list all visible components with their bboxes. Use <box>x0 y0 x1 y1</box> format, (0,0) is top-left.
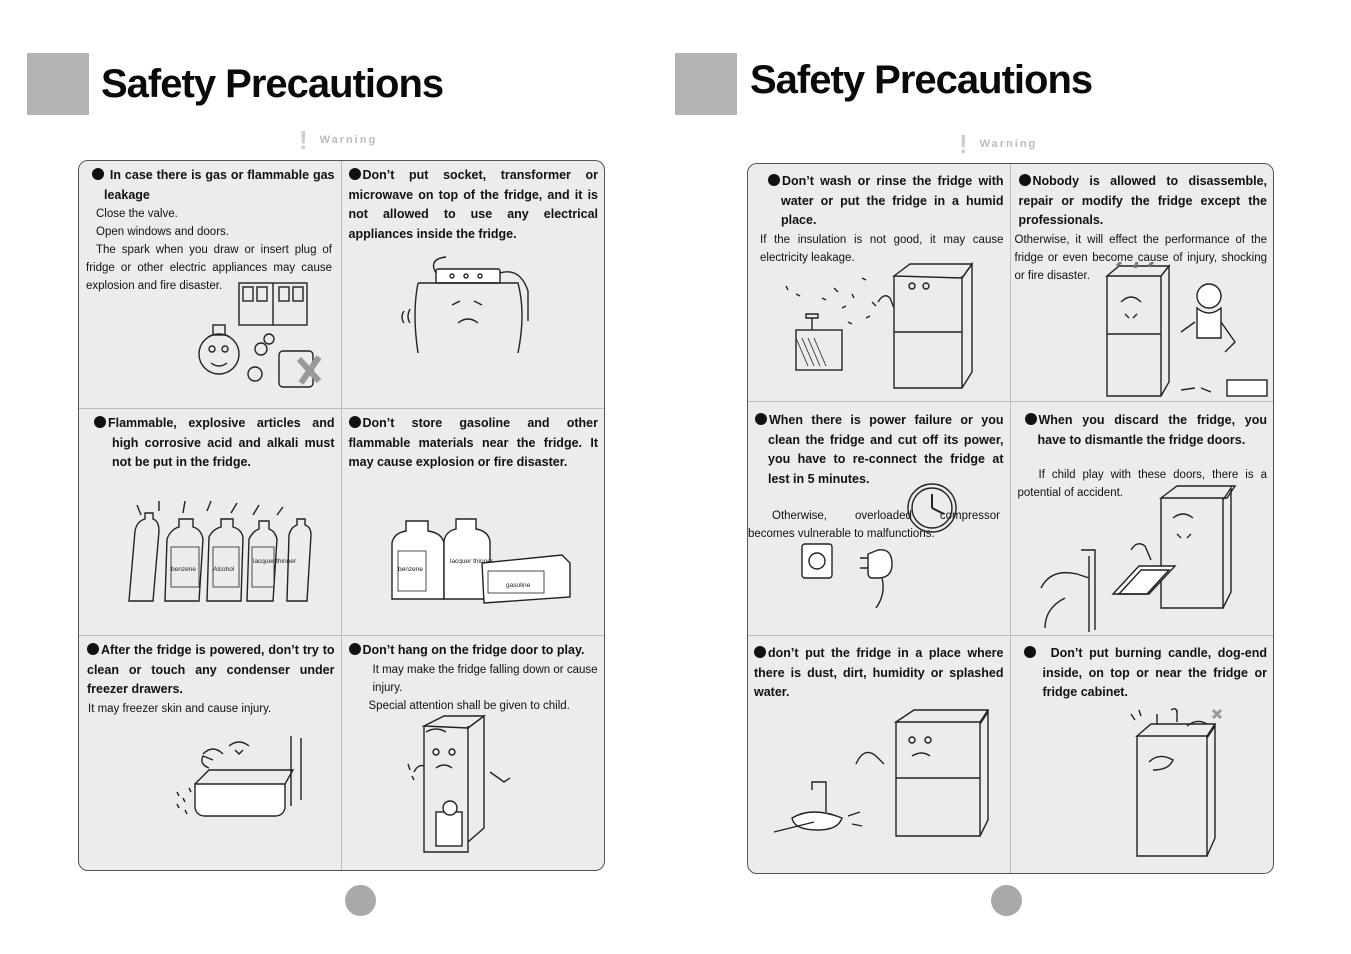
gas-leak-illustration <box>179 279 339 397</box>
precaution-disassemble <box>1011 164 1274 402</box>
freezer-drawer-illustration <box>173 732 313 832</box>
precaution-heading: In case there is gas or flammable gas leakage <box>104 168 335 202</box>
water-spray-fridge-illustration <box>782 258 978 394</box>
precautions-grid <box>78 160 605 871</box>
precaution-condenser <box>79 636 342 870</box>
page-number-dot <box>345 885 376 916</box>
child-hanging-door-illustration <box>406 712 516 860</box>
bottle-label: lacquer thinner <box>253 558 296 565</box>
bullet-icon <box>92 168 104 180</box>
dismantle-door-illustration <box>1021 478 1241 634</box>
precaution-heading: When you discard the fridge, you have to dismantle the fridge doors. <box>1037 413 1267 447</box>
gasoline-cans-illustration <box>390 511 580 607</box>
bullet-icon <box>94 416 106 428</box>
precaution-line: If child play with these doors, there is a potential of accident. <box>1017 469 1267 499</box>
disassemble-fridge-illustration <box>1101 262 1273 400</box>
precaution-hang-door <box>342 636 605 870</box>
precaution-gasoline-near <box>342 409 605 636</box>
precaution-flammable-articles <box>79 409 342 636</box>
precaution-line: Close the valve. <box>96 208 178 220</box>
page-number-dot <box>991 885 1022 916</box>
can-label: lacquer thinner <box>449 558 493 565</box>
bottle-label: Alcohol <box>213 566 235 573</box>
precaution-line: Otherwise, it will effect the performance of the fridge or even become cause of injury, shocking or fire disaster. <box>1014 233 1267 282</box>
precaution-heading: don’t put the fridge in a place where there is dust, dirt, humidity or splashed water. <box>754 646 1004 699</box>
precautions-grid <box>747 163 1274 874</box>
exclamation-icon: ! <box>959 129 968 159</box>
precaution-line: It may make the fridge falling down or cause injury. <box>372 663 598 694</box>
precaution-heading: Don’t put burning candle, dog-end inside, on top or near the fridge or fridge cabinet. <box>1042 646 1268 699</box>
right-page <box>675 0 1350 954</box>
precaution-heading: After the fridge is powered, don’t try to clean or touch any condenser under freezer drawers. <box>87 643 335 696</box>
precaution-heading: Don’t wash or rinse the fridge with water or put the fridge in a humid place. <box>781 174 1004 227</box>
precaution-heading: Don’t store gasoline and other flammable materials near the fridge. It may cause explosion or fire disaster. <box>348 416 598 469</box>
bullet-icon <box>349 416 361 428</box>
precaution-line: Otherwise, overloaded compressor becomes vulnerable to malfunctions. <box>748 510 1000 540</box>
warning-label: ! Warning <box>299 125 378 155</box>
candle-on-fridge-illustration <box>1127 706 1227 862</box>
precaution-line: The spark when you draw or insert plug of fridge or other electric appliances may cause explosion and fire disaster. <box>86 244 332 292</box>
precaution-line: It may freezer skin and cause injury. <box>88 702 272 715</box>
bullet-icon <box>349 643 361 655</box>
precaution-power-failure <box>748 402 1011 636</box>
bullet-icon <box>1019 174 1031 186</box>
precaution-heading: Don’t put socket, transformer or microwave on top of the fridge, and it is not allowed to use any electrical appliances inside the fridge. <box>348 168 598 241</box>
precaution-burning-candle <box>1011 636 1274 873</box>
precaution-line: Special attention shall be given to child. <box>368 699 570 712</box>
exclamation-icon: ! <box>299 125 308 155</box>
precaution-discard <box>1011 402 1274 636</box>
page-title: Safety Precautions <box>101 62 444 106</box>
bullet-icon <box>349 168 361 180</box>
precaution-heading: Nobody is allowed to disassemble, repair or modify the fridge except the professionals. <box>1018 174 1267 227</box>
precaution-line: Open windows and doors. <box>96 226 229 238</box>
bullet-icon <box>768 174 780 186</box>
bullet-icon <box>754 646 766 658</box>
precaution-heading: When there is power failure or you clean the fridge and cut off its power, you have to re-connect the fridge at lest in 5 minutes. <box>768 413 1004 486</box>
socket-on-fridge-illustration <box>400 253 540 353</box>
precaution-wash-rinse <box>748 164 1011 402</box>
section-marker <box>675 53 737 115</box>
precaution-heading: Flammable, explosive articles and high corrosive acid and alkali must not be put in the fridge. <box>108 416 335 469</box>
page-title: Safety Precautions <box>750 58 1093 102</box>
precaution-heading: Don’t hang on the fridge door to play. <box>362 643 585 657</box>
left-page <box>0 0 675 954</box>
precaution-socket-on-top <box>342 161 605 409</box>
precaution-gas-leak <box>79 161 342 409</box>
precaution-dust-humidity <box>748 636 1011 873</box>
precaution-line: If the insulation is not good, it may cause electricity leakage. <box>760 233 1004 264</box>
flammable-bottles-illustration <box>119 497 319 609</box>
section-marker <box>27 53 89 115</box>
bullet-icon <box>755 413 767 425</box>
can-label: gasoline <box>505 582 530 589</box>
bottle-label: benzene <box>171 566 196 573</box>
warning-label: ! Warning <box>959 129 1038 159</box>
bullet-icon <box>1024 646 1036 658</box>
bullet-icon <box>1025 413 1037 425</box>
clock-plug-illustration <box>798 482 958 612</box>
dirty-water-fridge-illustration <box>772 704 1000 846</box>
can-label: benzene <box>397 566 423 573</box>
bullet-icon <box>87 643 99 655</box>
